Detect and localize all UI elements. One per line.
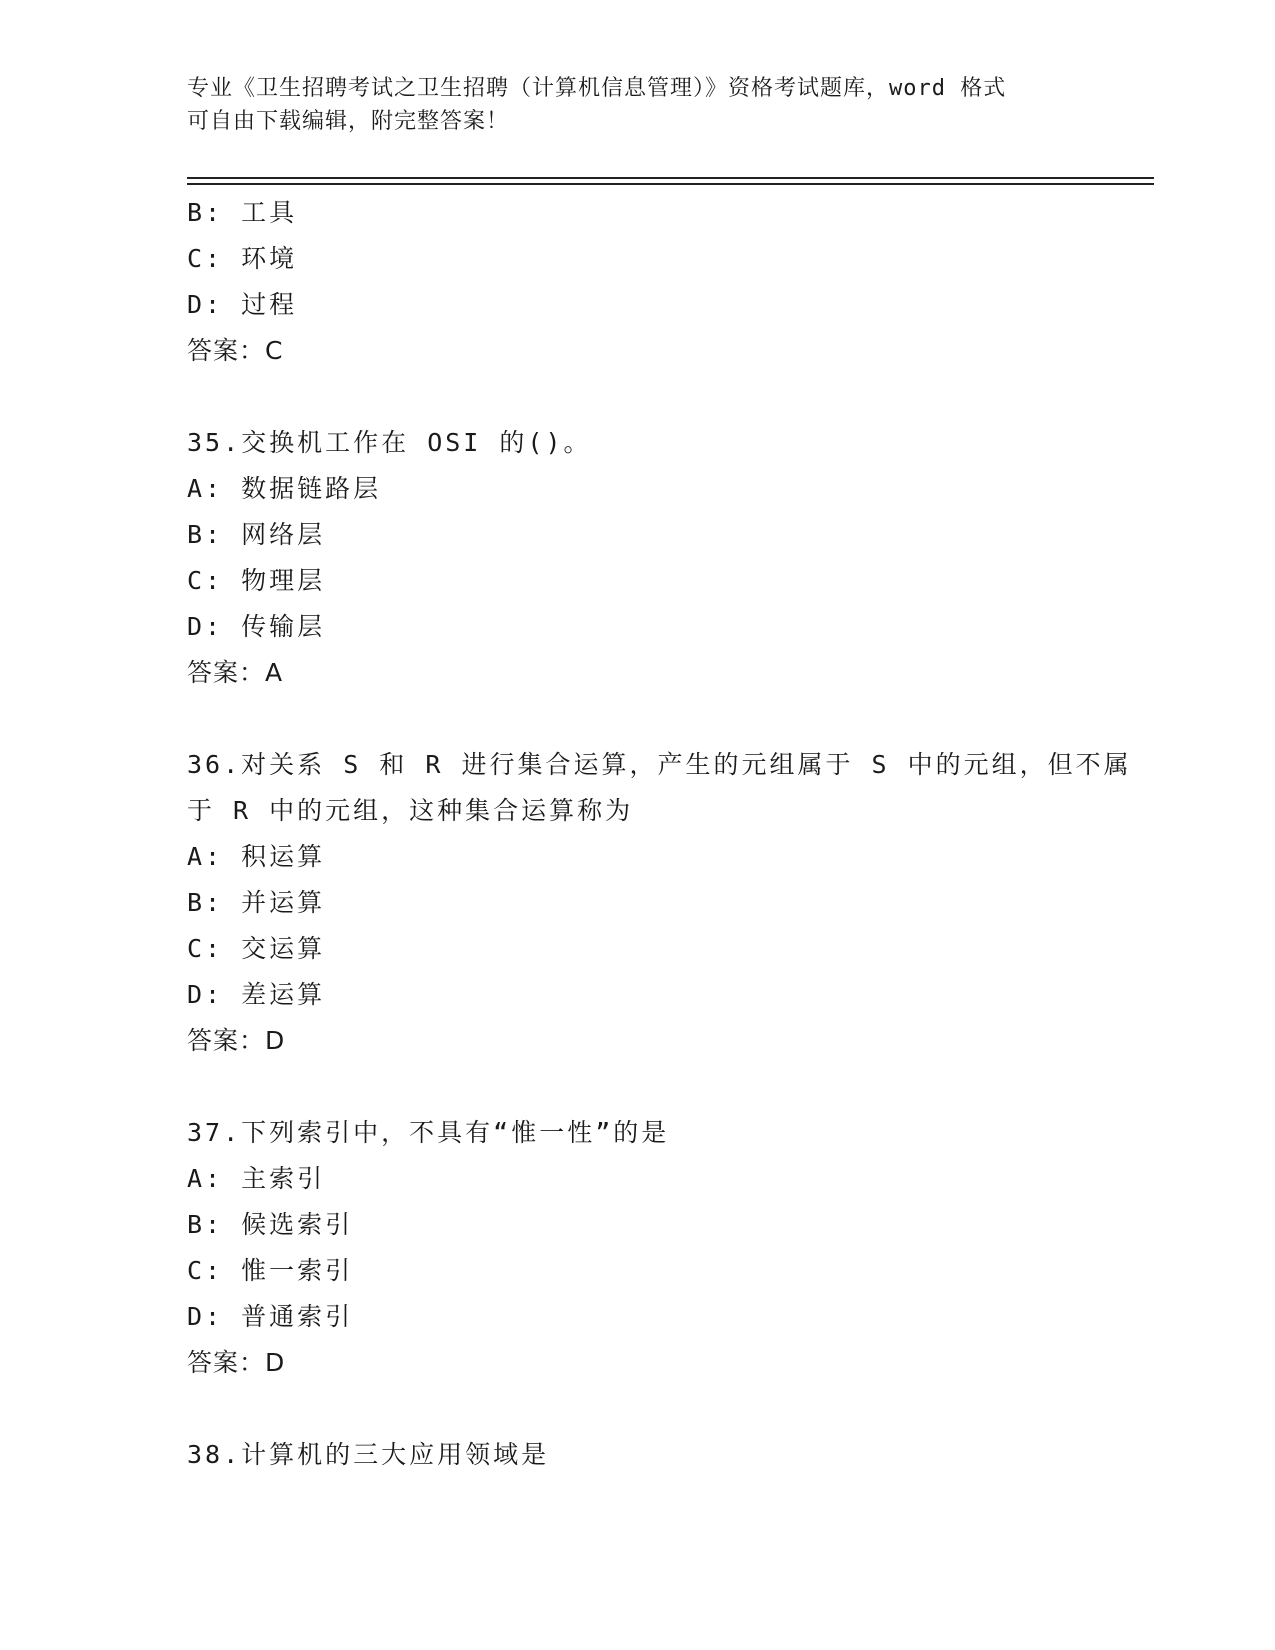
option-d: D: 差运算 [187, 980, 326, 1009]
option-c: C: 惟一索引 [187, 1256, 354, 1285]
option-a: A: 数据链路层 [187, 474, 382, 503]
question-stem: 38.计算机的三大应用领域是 [187, 1440, 550, 1469]
question-list [187, 190, 1132, 1478]
answer-line: 答案：D [187, 1026, 286, 1055]
option-a: A: 主索引 [187, 1164, 326, 1193]
question-stem-line-2: 于 R 中的元组，这种集合运算称为 [187, 796, 634, 825]
answer-line: 答案：D [187, 1348, 286, 1377]
header-rule-top [187, 177, 1154, 179]
option-b: B: 工具 [187, 198, 298, 227]
question-37 [187, 1110, 1087, 1386]
document-header [187, 72, 1067, 138]
question-stem: 35.交换机工作在 OSI 的()。 [187, 428, 592, 457]
header-line-2: 可自由下载编辑，附完整答案！ [187, 109, 510, 134]
question-stem-line-1: 36.对关系 S 和 R 进行集合运算，产生的元组属于 S 中的元组，但不属 [187, 750, 1132, 779]
question-35 [187, 420, 1087, 696]
question-34-tail [187, 190, 1087, 374]
header-line-1: 专业《卫生招聘考试之卫生招聘（计算机信息管理）》资格考试题库，word 格式 [187, 76, 1007, 101]
answer-line: 答案：C [187, 336, 284, 365]
option-c: C: 物理层 [187, 566, 326, 595]
option-a: A: 积运算 [187, 842, 326, 871]
option-c: C: 环境 [187, 244, 298, 273]
header-rule-bottom [187, 183, 1154, 185]
question-stem: 37.下列索引中，不具有“惟一性”的是 [187, 1118, 670, 1147]
question-38 [187, 1432, 1087, 1478]
question-36 [187, 742, 1132, 1064]
option-d: D: 传输层 [187, 612, 326, 641]
option-d: D: 过程 [187, 290, 298, 319]
answer-line: 答案：A [187, 658, 284, 687]
option-b: B: 网络层 [187, 520, 326, 549]
option-b: B: 并运算 [187, 888, 326, 917]
option-b: B: 候选索引 [187, 1210, 354, 1239]
option-c: C: 交运算 [187, 934, 326, 963]
option-d: D: 普通索引 [187, 1302, 354, 1331]
